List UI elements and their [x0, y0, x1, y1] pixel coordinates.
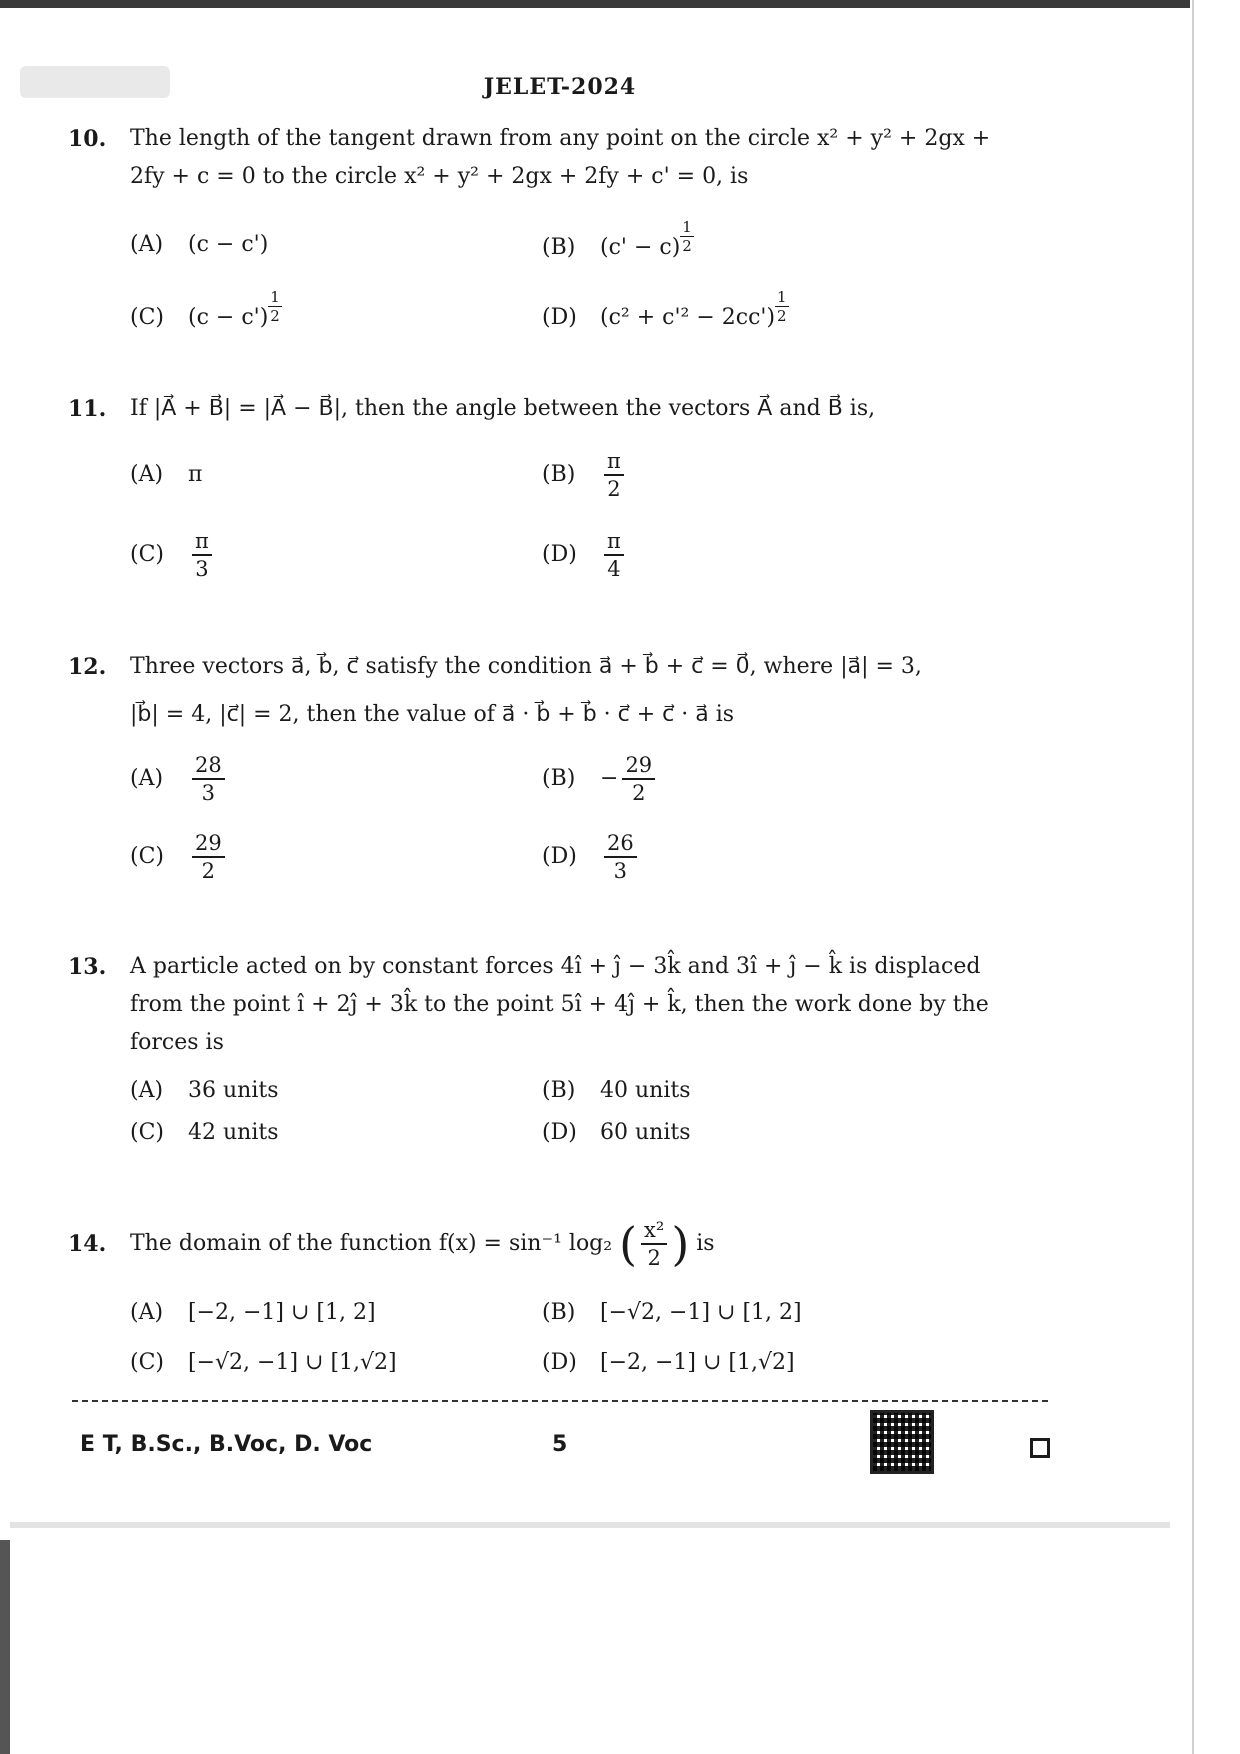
fraction: $\frac{\text{x²}}{2}$: [641, 1217, 667, 1271]
option-13-d[interactable]: (D) 60 units: [542, 1120, 691, 1145]
question-number: 14.: [68, 1231, 107, 1257]
option-10-d[interactable]: (D) (c² + c'² − 2cc') $\frac{1}{2}$: [542, 288, 787, 330]
scan-top-edge: [0, 0, 1190, 8]
option-10-b[interactable]: (B) (c' − c) $\frac{1}{2}$: [542, 218, 692, 260]
exponent-fraction: $\frac{1}{2}$: [682, 218, 692, 255]
question-13: [68, 948, 1048, 1062]
option-11-b[interactable]: (B) $\frac{\pi}{2}$: [542, 448, 628, 502]
fraction: $\frac{28}{3}$: [192, 752, 225, 806]
qr-code-icon: [870, 1410, 934, 1474]
question-10: [68, 120, 1048, 196]
question-text-line: Three vectors a⃗, b⃗, c⃗ satisfy the condition a⃗ + b⃗ + c⃗ = 0⃗, where |a⃗| = 3,: [130, 654, 922, 679]
fraction: $\frac{29}{2}$: [192, 830, 225, 884]
page-number: 5: [552, 1432, 568, 1457]
page-title: JELET-2024: [483, 74, 637, 100]
footer-course: E T, B.Sc., B.Voc, D. Voc: [80, 1432, 373, 1457]
scan-left-edge: [0, 1540, 10, 1754]
right-paren: ): [671, 1217, 690, 1271]
square-icon: [1030, 1438, 1050, 1458]
option-12-c[interactable]: (C) $\frac{29}{2}$: [130, 830, 229, 884]
fraction: $\frac{\pi}{2}$: [604, 448, 624, 502]
fraction: $\frac{26}{3}$: [604, 830, 637, 884]
option-10-a[interactable]: (A) (c − c'): [130, 232, 269, 257]
option-11-d[interactable]: (D) $\frac{\pi}{4}$: [542, 528, 628, 582]
option-14-d[interactable]: (D) [−2, −1] ∪ [1,√2]: [542, 1350, 795, 1375]
left-paren: (: [619, 1217, 638, 1271]
option-13-c[interactable]: (C) 42 units: [130, 1120, 279, 1145]
option-14-a[interactable]: (A) [−2, −1] ∪ [1, 2]: [130, 1300, 376, 1325]
option-12-d[interactable]: (D) $\frac{26}{3}$: [542, 830, 641, 884]
footer-divider: [72, 1400, 1048, 1402]
question-number: 10.: [68, 126, 107, 152]
question-number: 11.: [68, 396, 107, 422]
question-text-line: forces is: [130, 1030, 224, 1055]
question-text-line: The domain of the function f(x) = sin⁻¹ log₂ ( $\frac{\text{x²}}{2}$ ) is: [130, 1217, 715, 1271]
option-11-a[interactable]: (A) π: [130, 462, 203, 487]
exponent-fraction: $\frac{1}{2}$: [777, 288, 787, 325]
question-14: [68, 1214, 1048, 1274]
question-text-line: from the point î + 2ĵ + 3k̂ to the point 5î + 4ĵ + k̂, then the work done by the: [130, 992, 989, 1017]
fraction: $\frac{29}{2}$: [622, 752, 655, 806]
question-11: [68, 390, 1048, 428]
option-14-c[interactable]: (C) [−√2, −1] ∪ [1,√2]: [130, 1350, 397, 1375]
question-text-line: The length of the tangent drawn from any point on the circle x² + y² + 2gx +: [130, 126, 991, 151]
question-number: 13.: [68, 954, 107, 980]
question-text-line: |b⃗| = 4, |c⃗| = 2, then the value of a⃗ · b⃗ + b⃗ · c⃗ + c⃗ · a⃗ is: [130, 702, 735, 727]
question-text-line: If |A⃗ + B⃗| = |A⃗ − B⃗|, then the angle between the vectors A⃗ and B⃗ is,: [130, 396, 876, 421]
scan-right-edge: [1192, 0, 1240, 1754]
scan-bottom-edge: [10, 1522, 1170, 1528]
question-text-line: A particle acted on by constant forces 4î + ĵ − 3k̂ and 3î + ĵ − k̂ is displaced: [130, 954, 981, 979]
option-13-b[interactable]: (B) 40 units: [542, 1078, 691, 1103]
fraction: $\frac{\pi}{3}$: [192, 528, 212, 582]
option-13-a[interactable]: (A) 36 units: [130, 1078, 279, 1103]
question-number: 12.: [68, 654, 107, 680]
exponent-fraction: $\frac{1}{2}$: [270, 288, 280, 325]
fraction: $\frac{\pi}{4}$: [604, 528, 624, 582]
option-14-b[interactable]: (B) [−√2, −1] ∪ [1, 2]: [542, 1300, 802, 1325]
option-10-c[interactable]: (C) (c − c') $\frac{1}{2}$: [130, 288, 280, 330]
question-12: [68, 648, 1048, 734]
option-12-a[interactable]: (A) $\frac{28}{3}$: [130, 752, 229, 806]
option-12-b[interactable]: (B) − $\frac{29}{2}$: [542, 752, 659, 806]
option-11-c[interactable]: (C) $\frac{\pi}{3}$: [130, 528, 216, 582]
question-text-line: 2fy + c = 0 to the circle x² + y² + 2gx + 2fy + c' = 0, is: [130, 164, 749, 189]
